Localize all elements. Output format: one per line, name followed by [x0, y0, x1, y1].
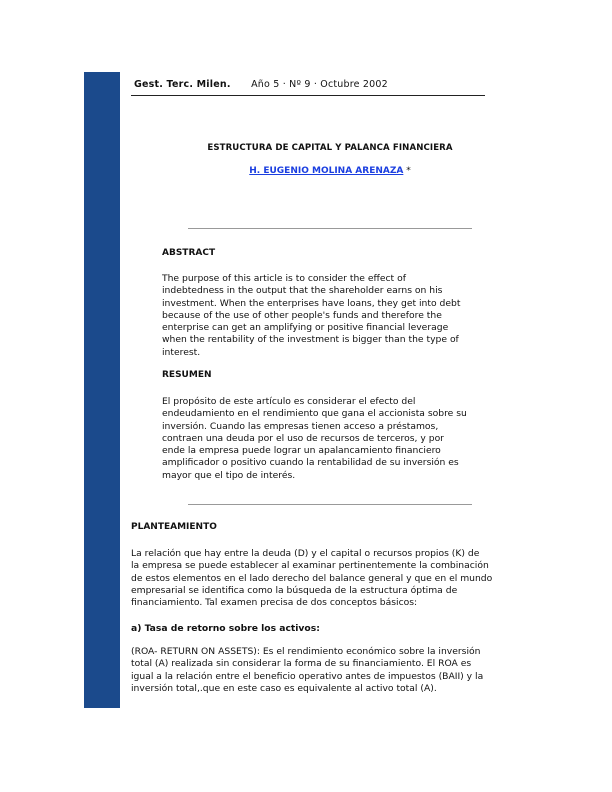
text-line: total (A) realizada sin considerar la forma de su financiamiento. El ROA es [131, 658, 472, 670]
roa-text [131, 646, 483, 695]
text-line: financiamiento. Tal examen precisa de dos conceptos básicos: [131, 597, 418, 609]
author-link[interactable]: H. EUGENIO MOLINA ARENAZA [249, 166, 404, 176]
abstract-text [162, 273, 460, 359]
text-line: igual a la relación entre el beneficio operativo antes de impuestos (BAII) y la [131, 670, 484, 682]
author-footnote-mark: * [406, 166, 411, 176]
text-line: The purpose of this article is to consider the effect of [162, 273, 406, 284]
text-line: inversión. Cuando las empresas tienen acceso a préstamos, [162, 420, 439, 432]
roa-subheading: a) Tasa de retorno sobre los activos: [131, 623, 320, 634]
article-title: ESTRUCTURA DE CAPITAL Y PALANCA FINANCIERA [207, 143, 453, 153]
resumen-text [162, 396, 467, 482]
text-line: indebtedness in the output that the shareholder earns on his [162, 285, 443, 297]
author-line [131, 166, 529, 176]
text-line: contraen una deuda por el uso de recursos de terceros, y por [162, 432, 444, 444]
text-line: La relación que hay entre la deuda (D) y el capital o recursos propios (K) de [131, 548, 480, 559]
text-line: enterprise can get an amplifying or positive financial leverage [162, 322, 449, 334]
text-line: (ROA- RETURN ON ASSETS): Es el rendimiento económico sobre la inversión [131, 646, 481, 657]
left-color-bar [84, 72, 120, 708]
divider-top [188, 228, 472, 229]
text-line: because of the use of other people's funds and therefore the [162, 309, 442, 321]
text-line: ende la empresa puede lograr un apalancamiento financiero [162, 445, 441, 457]
running-header [134, 79, 388, 90]
planteamiento-text [131, 548, 492, 609]
planteamiento-heading: PLANTEAMIENTO [131, 522, 217, 532]
abstract-heading: ABSTRACT [162, 248, 216, 258]
issue-info: Año 5 · Nº 9 · Octubre 2002 [251, 79, 388, 90]
text-line: investment. When the enterprises have loans, they get into debt [162, 297, 461, 309]
text-line: inversión total,.que en este caso es equivalente al activo total (A). [131, 682, 437, 694]
text-line: de estos elementos en el lado derecho del balance general y que en el mundo [131, 572, 493, 584]
text-line: la empresa se puede establecer al examinar pertinentemente la combinación [131, 560, 489, 572]
header-rule [131, 95, 485, 96]
text-line: empresarial se identifica como la búsqueda de la estructura óptima de [131, 584, 458, 596]
journal-name: Gest. Terc. Milen. [134, 79, 231, 90]
text-line: when the rentability of the investment is bigger than the type of [162, 334, 459, 346]
text-line: mayor que el tipo de interés. [162, 469, 296, 481]
text-line: endeudamiento en el rendimiento que gana el accionista sobre su [162, 408, 467, 420]
text-line: amplificador o positivo cuando la rentabilidad de su inversión es [162, 457, 459, 469]
text-line: interest. [162, 346, 201, 358]
divider-bottom [188, 504, 472, 505]
resumen-heading: RESUMEN [162, 370, 212, 380]
text-line: El propósito de este artículo es considerar el efecto del [162, 396, 416, 407]
